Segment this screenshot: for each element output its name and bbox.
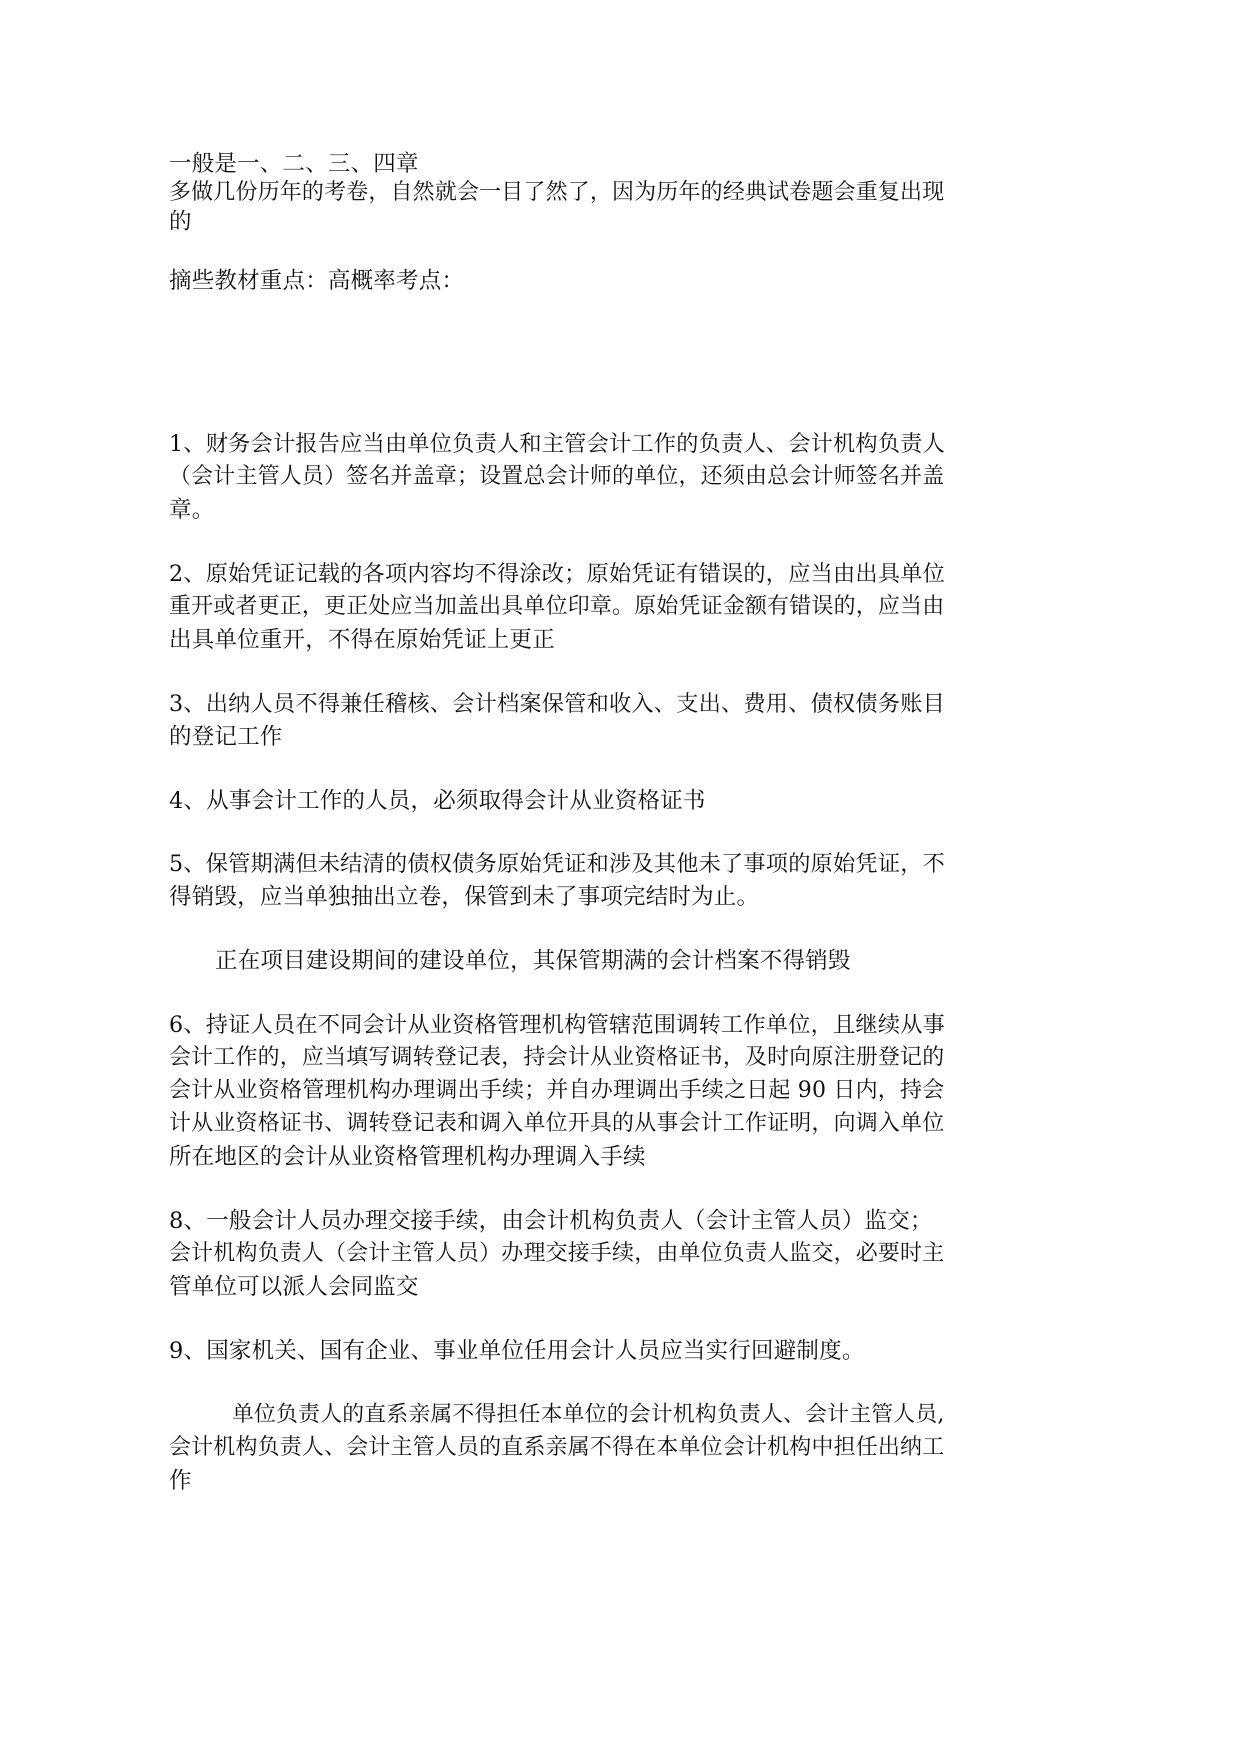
intro-line: 多做几份历年的考卷，自然就会一目了然了，因为历年的经典试卷题会重复出现	[169, 180, 945, 205]
item-1-line: 1、财务会计报告应当由单位负责人和主管会计工作的负责人、会计机构负责人	[169, 431, 946, 457]
item-6-line: 所在地区的会计从业资格管理机构办理调入手续	[169, 1144, 646, 1170]
item-9-line: 9、国家机关、国有企业、事业单位任用会计人员应当实行回避制度。	[169, 1338, 865, 1364]
item-1-line: （会计主管人员）签名并盖章；设置总会计师的单位，还须由总会计师签名并盖	[169, 464, 945, 489]
item-5-line: 5、保管期满但未结清的债权债务原始凭证和涉及其他未了事项的原始凭证，不	[169, 851, 946, 877]
item-3-line: 的登记工作	[169, 724, 283, 750]
item-8-line: 管单位可以派人会同监交	[169, 1274, 419, 1300]
item-6-line: 计从业资格证书、调转登记表和调入单位开具的从事会计工作证明，向调入单位	[169, 1111, 945, 1136]
final-paragraph-line: 单位负责人的直系亲属不得担任本单位的会计机构负责人、会计主管人员,	[232, 1402, 945, 1427]
item-2-line: 2、原始凭证记载的各项内容均不得涂改；原始凭证有错误的，应当由出具单位	[169, 561, 946, 587]
item-6-line: 会计从业资格管理机构办理调出手续；并自办理调出手续之日起 90 日内，持会	[169, 1078, 945, 1103]
item-2-line: 出具单位重开，不得在原始凭证上更正	[169, 627, 555, 653]
item-3-line: 3、出纳人员不得兼任稽核、会计档案保管和收入、支出、费用、债权债务账目	[169, 691, 946, 717]
item-4-line: 4、从事会计工作的人员，必须取得会计从业资格证书	[169, 788, 706, 814]
final-paragraph-line: 作	[169, 1468, 192, 1494]
item-6-line: 6、持证人员在不同会计从业资格管理机构管辖范围调转工作单位，且继续从事	[169, 1012, 946, 1038]
note-line: 正在项目建设期间的建设单位，其保管期满的会计档案不得销毁	[215, 948, 851, 974]
item-6-line: 会计工作的，应当填写调转登记表，持会计从业资格证书，及时向原注册登记的	[169, 1045, 945, 1070]
intro-line: 一般是一、二、三、四章	[169, 151, 419, 177]
item-5-line: 得销毁，应当单独抽出立卷，保管到未了事项完结时为止。	[169, 884, 760, 910]
item-8-line: 会计机构负责人（会计主管人员）办理交接手续，由单位负责人监交，必要时主	[169, 1241, 945, 1266]
item-1-line: 章。	[169, 497, 215, 523]
intro-line: 的	[169, 209, 192, 235]
item-8-line: 8、一般会计人员办理交接手续，由会计机构负责人（会计主管人员）监交；	[169, 1208, 933, 1234]
item-2-line: 重开或者更正，更正处应当加盖出具单位印章。原始凭证金额有错误的，应当由	[169, 594, 945, 619]
subheading: 摘些教材重点：高概率考点：	[169, 268, 465, 294]
final-paragraph-line: 会计机构负责人、会计主管人员的直系亲属不得在本单位会计机构中担任出纳工	[169, 1435, 945, 1460]
